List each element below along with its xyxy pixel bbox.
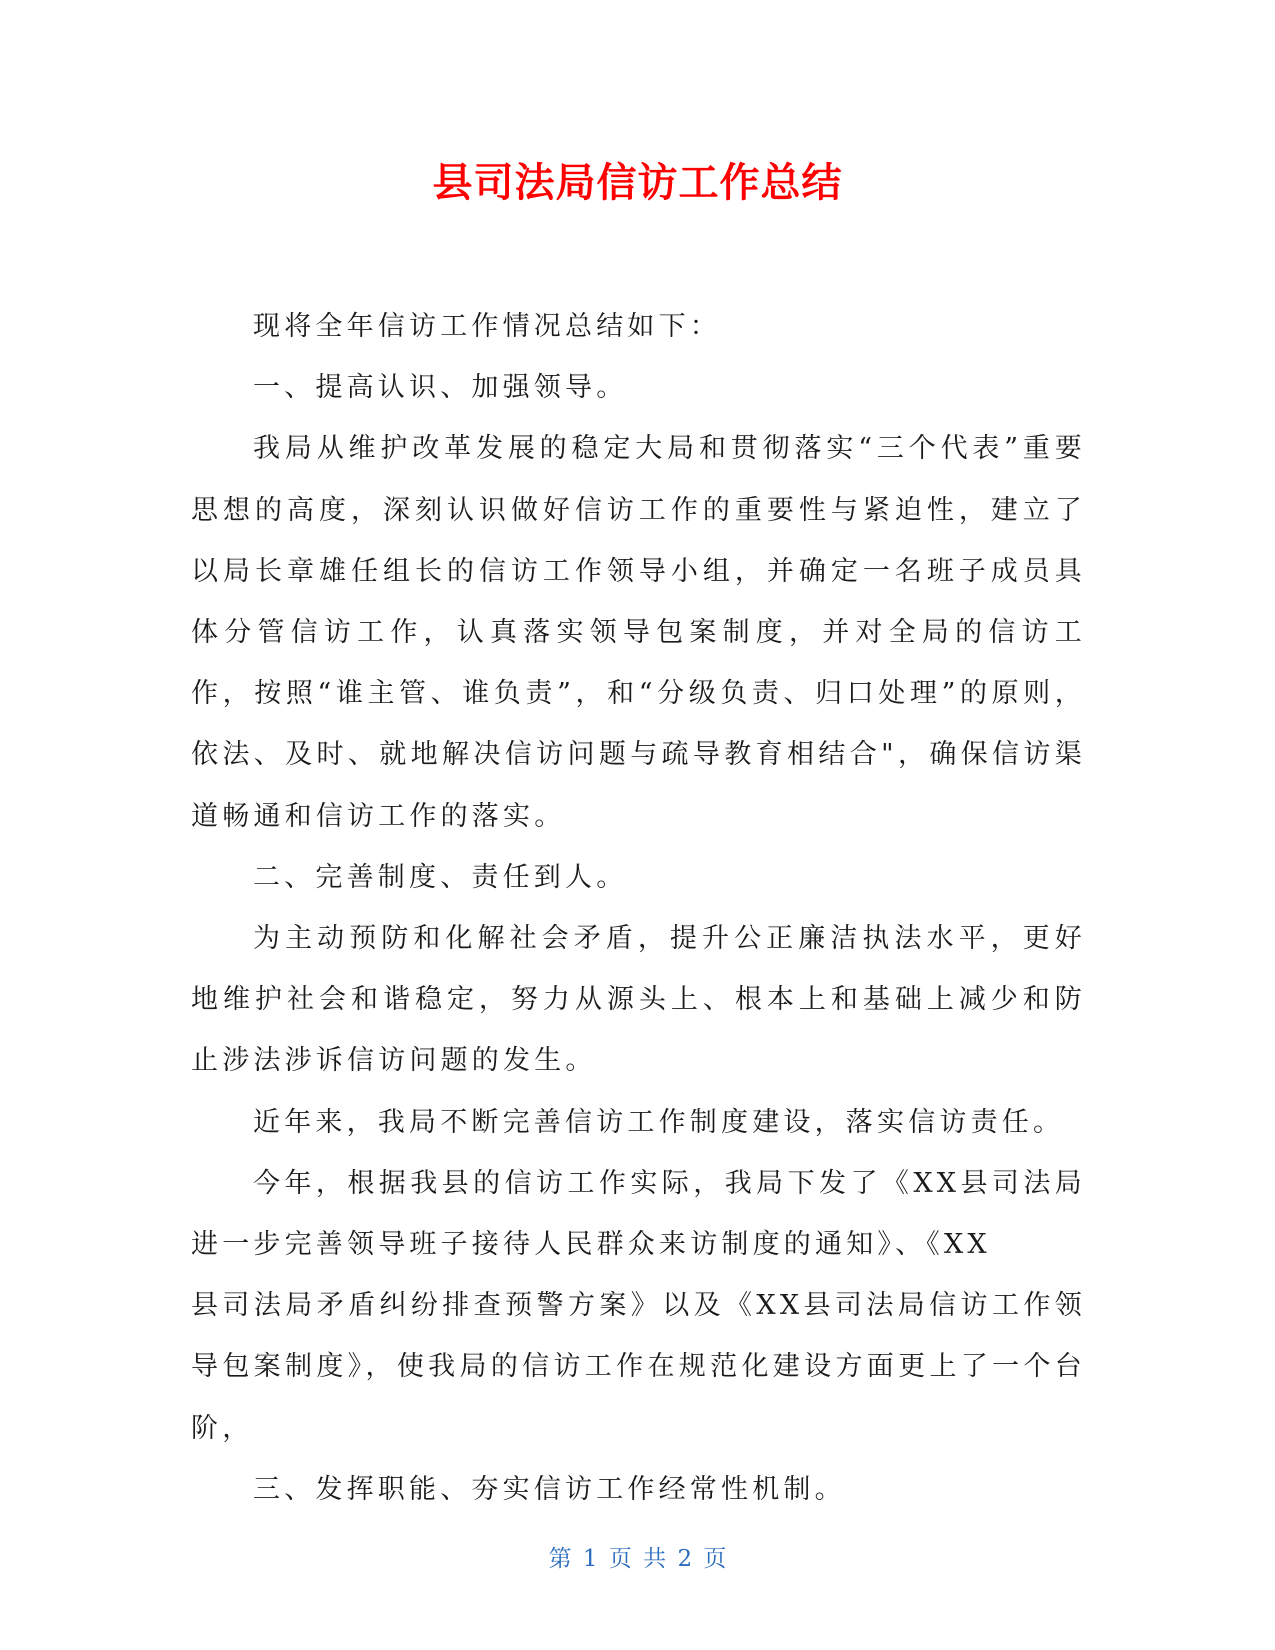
document-body <box>191 296 1086 1520</box>
page-footer: 第 1 页 共 2 页 <box>548 1546 727 1572</box>
paragraph-this-year-continued: 县司法局矛盾纠纷排查预警方案》以及《XX县司法局信访工作领导包案制度》，使我局的信访工作在规范化建设方面更上了一个台阶， <box>191 1290 1086 1444</box>
section-heading-1: 一、提高认识、加强领导。 <box>253 372 628 404</box>
section-heading-3: 三、发挥职能、夯实信访工作经常性机制。 <box>253 1473 846 1505</box>
paragraph-leadership: 我局从维护改革发展的稳定大局和贯彻落实“三个代表”重要思想的高度，深刻认识做好信访工作的重要性与紧迫性，建立了以局长章雄任组长的信访工作领导小组，并确定一名班子成员具体分管信访工作，认真落实领导包案制度，并对全局的信访工作，按照“谁主管、谁负责”，和“分级负责、归口处理”的原则，依法、及时、就地解决信访问题与疏导教育相结合"，确保信访渠道畅通和信访工作的落实。 <box>191 433 1086 832</box>
paragraph-prevention: 为主动预防和化解社会矛盾，提升公正廉洁执法水平，更好地维护社会和谐稳定，努力从源头上、根本上和基础上减少和防止涉法涉诉信访问题的发生。 <box>191 923 1086 1077</box>
paragraph-this-year: 今年，根据我县的信访工作实际，我局下发了《XX县司法局进一步完善领导班子接待人民群众来访制度的通知》、《XX <box>191 1167 1086 1261</box>
paragraph-recent-years: 近年来，我局不断完善信访工作制度建设，落实信访责任。 <box>253 1106 1065 1138</box>
section-heading-2: 二、完善制度、责任到人。 <box>253 861 628 893</box>
paragraph-intro: 现将全年信访工作情况总结如下： <box>253 311 721 342</box>
document-title: 县司法局信访工作总结 <box>432 160 843 206</box>
